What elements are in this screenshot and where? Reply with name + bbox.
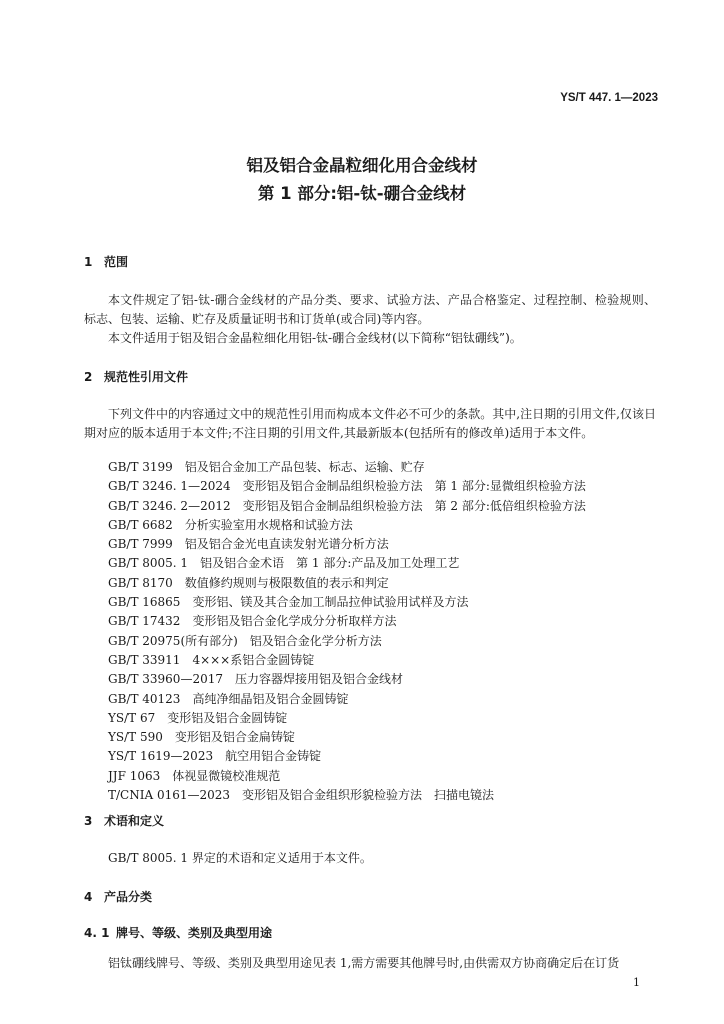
section-3-paragraph-1: GB/T 8005. 1 界定的术语和定义适用于本文件。 <box>108 851 372 865</box>
section-title: 产品分类 <box>104 890 153 904</box>
section-1-paragraph-2: 本文件适用于铝及铝合金晶粒细化用铝-钛-硼合金线材(以下简称“铝钛硼线”)。 <box>108 331 522 345</box>
reference-item: GB/T 17432 变形铝及铝合金化学成分分析取样方法 <box>108 614 397 629</box>
section-number: 2 <box>84 370 93 384</box>
reference-item: GB/T 3246. 2—2012 变形铝及铝合金制品组织检验方法 第 2 部分:低倍组织检验方法 <box>108 498 586 513</box>
reference-item: YS/T 590 变形铝及铝合金扁铸锭 <box>108 730 295 745</box>
reference-item: GB/T 6682 分析实验室用水规格和试验方法 <box>108 517 353 532</box>
reference-item: JJF 1063 体视显微镜校准规范 <box>108 768 281 783</box>
section-title: 规范性引用文件 <box>104 370 189 384</box>
reference-item: GB/T 8005. 1 铝及铝合金术语 第 1 部分:产品及加工处理工艺 <box>108 556 460 571</box>
subsection-4-1-heading <box>84 924 272 941</box>
page-number: 1 <box>633 976 640 989</box>
normative-reference-list <box>108 458 586 805</box>
reference-item: T/CNIA 0161—2023 变形铝及铝合金组织形貌检验方法 扫描电镜法 <box>108 788 495 803</box>
section-number: 3 <box>84 814 93 828</box>
section-3-heading <box>84 812 164 829</box>
section-title: 术语和定义 <box>104 814 165 828</box>
section-2-heading <box>84 368 188 385</box>
reference-item: GB/T 40123 高纯净细晶铝及铝合金圆铸锭 <box>108 691 349 706</box>
section-4-heading <box>84 888 152 905</box>
standard-code: YS/T 447. 1—2023 <box>560 92 658 104</box>
section-number: 1 <box>84 255 93 269</box>
reference-item: GB/T 7999 铝及铝合金光电直读发射光谱分析方法 <box>108 537 389 552</box>
section-1-paragraph-1: 本文件规定了铝-钛-硼合金线材的产品分类、要求、试验方法、产品合格鉴定、过程控制、检验规则、标志、包装、运输、贮存及质量证明书和订货单(或合同)等内容。 <box>84 293 656 326</box>
subsection-title: 牌号、等级、类别及典型用途 <box>116 926 273 940</box>
reference-item: GB/T 33960—2017 压力容器焊接用铝及铝合金线材 <box>108 672 403 687</box>
document-title-line1: 铝及铝合金晶粒细化用合金线材 <box>246 156 478 175</box>
section-1-heading <box>84 253 128 270</box>
reference-item: GB/T 33911 4×××系铝合金圆铸锭 <box>108 652 315 667</box>
reference-item: YS/T 67 变形铝及铝合金圆铸锭 <box>108 710 288 725</box>
reference-item: GB/T 20975(所有部分) 铝及铝合金化学分析方法 <box>108 633 382 648</box>
reference-item: YS/T 1619—2023 航空用铝合金铸锭 <box>108 749 322 764</box>
reference-item: GB/T 16865 变形铝、镁及其合金加工制品拉伸试验用试样及方法 <box>108 595 469 610</box>
section-number: 4 <box>84 890 93 904</box>
reference-item: GB/T 3246. 1—2024 变形铝及铝合金制品组织检验方法 第 1 部分:显微组织检验方法 <box>108 479 586 494</box>
section-2-paragraph-1: 下列文件中的内容通过文中的规范性引用而构成本文件必不可少的条款。其中,注日期的引用文件,仅该日期对应的版本适用于本文件;不注日期的引用文件,其最新版本(包括所有的修改单)适用于本文件。 <box>84 407 656 440</box>
section-4-paragraph-1: 铝钛硼线牌号、等级、类别及典型用途见表 1,需方需要其他牌号时,由供需双方协商确定后在订货 <box>108 956 620 970</box>
reference-item: GB/T 3199 铝及铝合金加工产品包装、标志、运输、贮存 <box>108 460 425 474</box>
subsection-number: 4. 1 <box>84 926 110 940</box>
section-title: 范围 <box>104 255 129 269</box>
reference-item: GB/T 8170 数值修约规则与极限数值的表示和判定 <box>108 575 389 590</box>
document-title-line2: 第 1 部分:铝-钛-硼合金线材 <box>257 184 467 203</box>
